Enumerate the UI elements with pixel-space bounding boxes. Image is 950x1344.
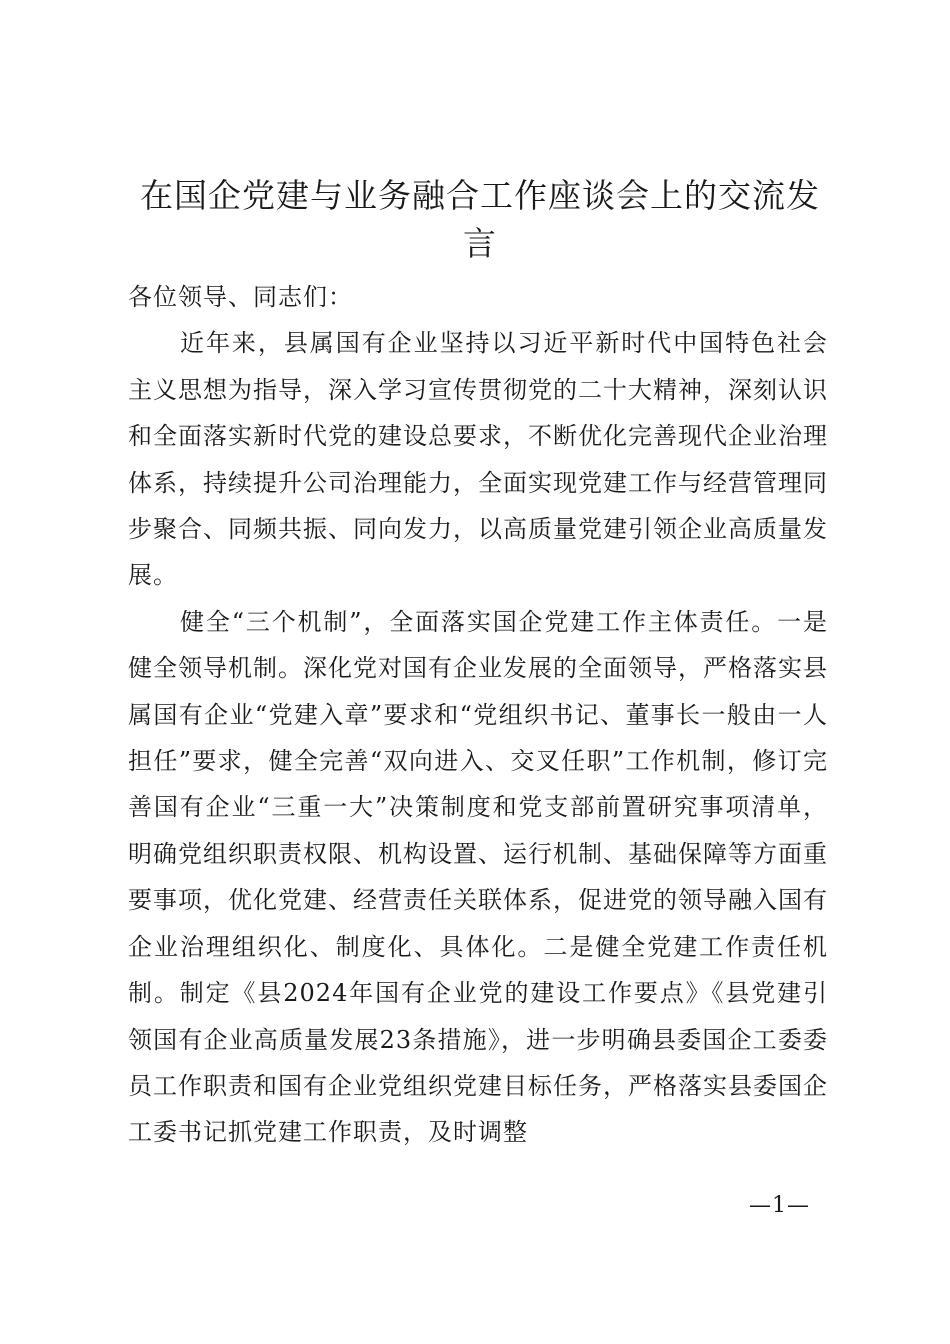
document-title: 在国企党建与业务融合工作座谈会上的交流发言 bbox=[140, 176, 820, 263]
paragraph-three-mechanisms: 健全“三个机制”，全面落实国企党建工作主体责任。一是健全领导机制。深化党对国有企业发展的全面领导，严格落实县属国有企业“党建入章”要求和“党组织书记、董事长一般由一人担任”要求，健全完善“双向进入、交叉任职”工作机制，修订完善国有企业“三重一大”决策制度和党支部前置研究事项清单，明确党组织职责权限、机构设置、运行机制、基础保障等方面重要事项，优化党建、经营责任关联体系，促进党的领导融入国有企业治理组织化、制度化、具体化。二是健全党建工作责任机制。制定《县2024年国有企业党的建设工作要点》《县党建引领国有企业高质量发展23条措施》，进一步明确县委国企工委委员工作职责和国有企业党组织党建目标任务，严格落实县委国企工委书记抓党建工作职责，及时调整 bbox=[128, 607, 828, 1147]
paragraph-intro: 近年来，县属国有企业坚持以习近平新时代中国特色社会主义思想为指导，深入学习宣传贯彻党的二十大精神，深刻认识和全面落实新时代党的建设总要求，不断优化完善现代企业治理体系，持续提升公司治理能力，全面实现党建工作与经营管理同步聚合、同频共振、同向发力，以高质量党建引领企业高质量发展。 bbox=[128, 329, 828, 590]
document-body bbox=[128, 274, 828, 1156]
page-number: —1— bbox=[749, 1193, 810, 1218]
salutation: 各位领导、同志们： bbox=[128, 283, 353, 311]
